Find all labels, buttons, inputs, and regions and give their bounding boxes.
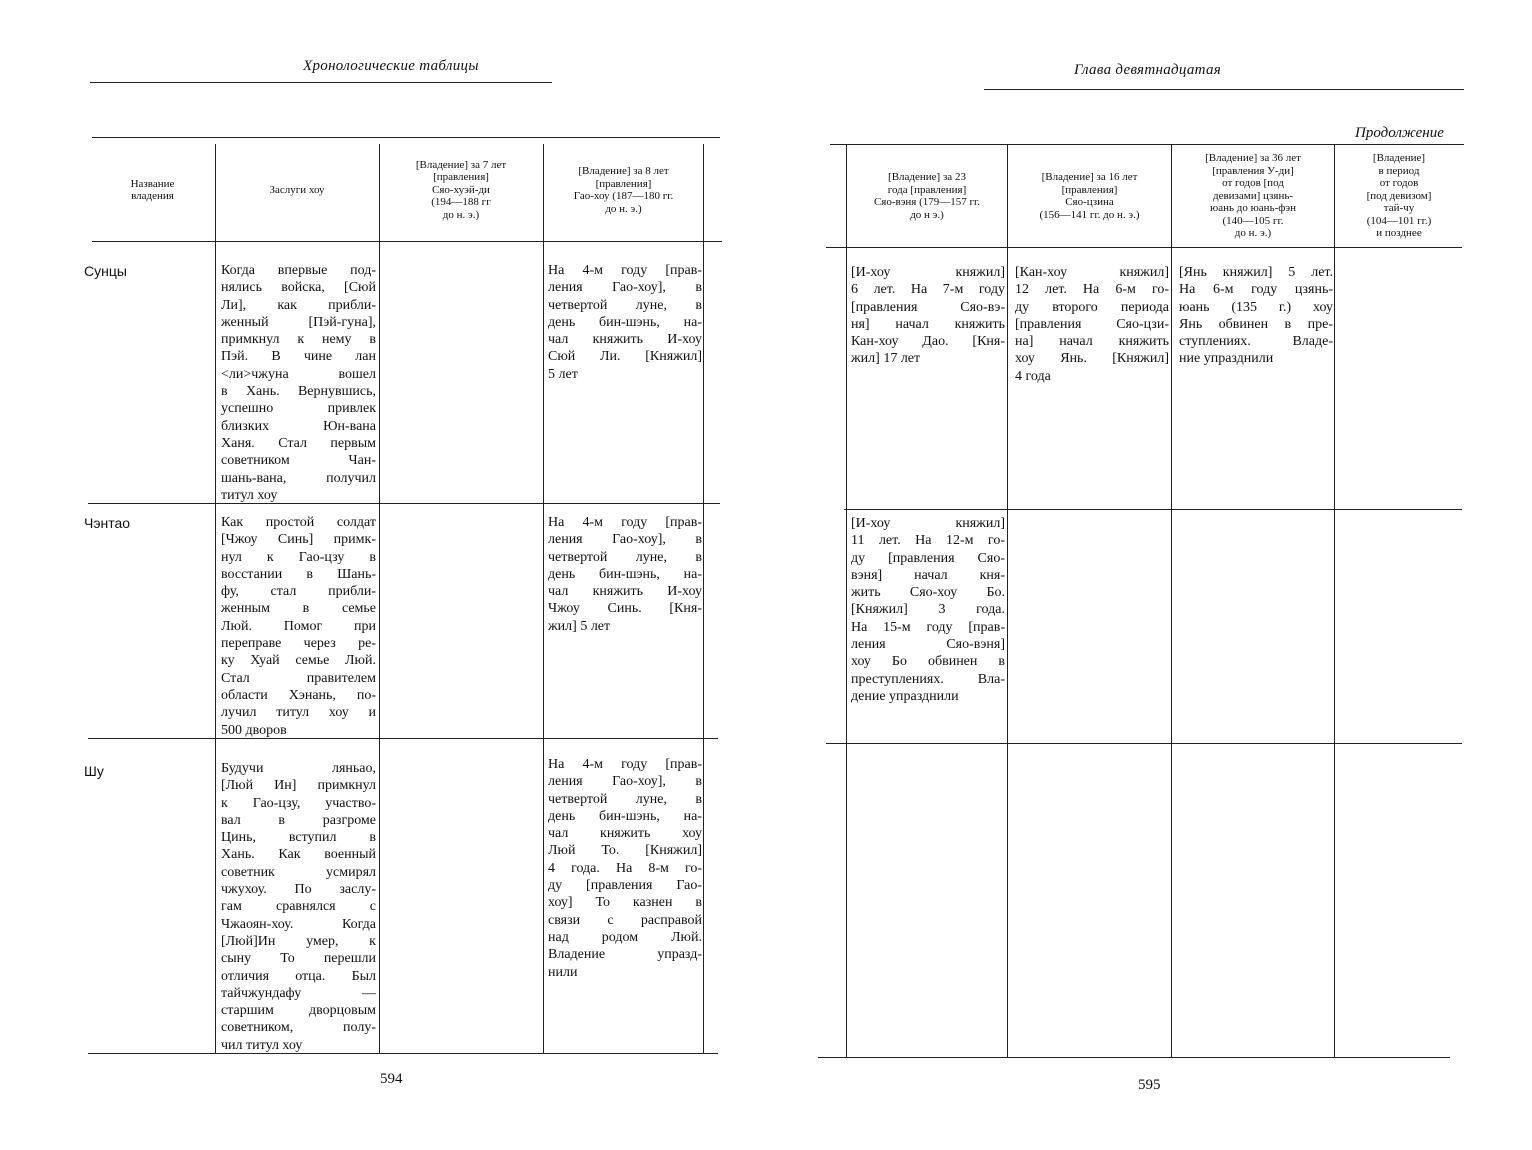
text-line: ступлениях. Владе- (1179, 334, 1333, 350)
text-line: Янь обвинен в пре- (1179, 316, 1333, 332)
running-head-rule-right (984, 89, 1464, 90)
text-line: 11 лет. На 12-м го- (851, 533, 1005, 549)
header-16-years: [Владение] за 16 лет [правления] Сяо-цзина (156—141 гг. до н. э.) (1039, 171, 1140, 221)
reign-36-cell-1 (1179, 264, 1333, 368)
text-line: ние упразднили (1179, 351, 1274, 367)
reign-23-cell-1 (851, 264, 1005, 368)
reign-8-cell-2 (548, 514, 702, 635)
col-rule-3-right (1171, 144, 1172, 1057)
running-head-rule-left (90, 82, 552, 83)
text-line: Хань. Как военный (221, 847, 376, 863)
merits-cell-3 (221, 760, 376, 1054)
text-line: связи с расправой (548, 912, 702, 928)
text-line: хоу Янь. [Княжил] (1015, 351, 1169, 367)
text-line: [правления Сяо-цзи- (1015, 316, 1169, 332)
col-rule-3-left (543, 144, 544, 1053)
row-name-2: Чэнтао (84, 515, 131, 531)
text-line: ду [правления Сяо- (851, 550, 1005, 566)
header-taichu: [Владение] в период от годов [под девизом] тай-чу (104—101 гг.) и позднее (1366, 152, 1432, 240)
row-rule-1-right (844, 509, 1462, 510)
text-line: Цинь, вступил в (221, 830, 376, 846)
text-line: старшим дворцовым (221, 1003, 376, 1019)
text-line: хоу Бо обвинен в (851, 654, 1005, 670)
text-line: [Люй Ин] примкнул (221, 778, 376, 794)
text-line: нили (548, 964, 578, 980)
text-line: ку Хуай семье Люй. (221, 653, 376, 669)
row-name-1: Сунцы (84, 263, 127, 279)
text-line: На 4-м году [прав- (548, 515, 702, 530)
text-line: [Княжил] 3 года. (851, 602, 1005, 618)
text-line: чжухоу. По заслу- (221, 882, 376, 898)
merits-cell-1 (221, 262, 376, 504)
text-line: ду второго периода (1015, 299, 1169, 315)
header-8-years: [Владение] за 8 лет [правления] Гао-хоу (187—180 гг. до н. э.) (573, 165, 674, 215)
header-7-years: [Владение] за 7 лет [правления] Сяо-хуэй-ди (194—188 гг до н. э.) (415, 158, 507, 221)
text-line: вэня] начал кня- (851, 567, 1005, 583)
text-line: Как простой солдат (221, 515, 376, 530)
row-rule-1-left (88, 503, 720, 504)
text-line: переправе через ре- (221, 636, 376, 652)
text-line: Пэй. В чине лан (221, 349, 376, 365)
text-line: примкнул к нему в (221, 332, 376, 348)
text-line: нялись войска, [Сюй (221, 280, 376, 296)
header-bottom-rule-right (826, 247, 1462, 248)
text-line: лучил титул хоу и (221, 705, 376, 721)
text-line: день бин-шэнь, на- (548, 566, 702, 582)
reign-16-cell-1 (1015, 264, 1169, 385)
text-line: советником Чан- (221, 453, 376, 469)
text-line: На 4-м году [прав- (548, 263, 702, 278)
text-line: отличия отца. Был (221, 968, 376, 984)
page-number-left: 594 (380, 1071, 403, 1087)
text-line: преступлениях. Вла- (851, 671, 1005, 687)
text-line: титул хоу (221, 487, 278, 503)
text-line: женным в семье (221, 601, 376, 617)
text-line: [Чжоу Синь] примк- (221, 532, 376, 548)
text-line: нул к Гао-цзу в (221, 549, 376, 565)
text-line: На 4-м году [прав- (548, 757, 702, 772)
table-top-rule-left (92, 137, 720, 138)
col-rule-4-left (703, 144, 704, 1053)
text-line: день бин-шэнь, на- (548, 314, 702, 330)
text-line: советником, полу- (221, 1020, 376, 1036)
text-line: фу, стал прибли- (221, 584, 376, 600)
text-line: к Гао-цзу, участво- (221, 795, 376, 811)
text-line: Когда впервые под- (221, 263, 376, 278)
text-line: тайчжундафу — (221, 985, 376, 1001)
text-line: жить Сяо-хоу Бо. (851, 585, 1005, 601)
text-line: Ханя. Стал первым (221, 435, 376, 451)
header-23-years: [Владение] за 23 года [правления] Сяо-вэня (179—157 гг. до н э.) (873, 171, 981, 221)
text-line: области Хэнань, по- (221, 687, 376, 703)
text-line: жил] 5 лет (548, 618, 611, 634)
col-rule-2-left (379, 144, 380, 1053)
col-rule-1-left (215, 144, 216, 1053)
page-number-right: 595 (1138, 1077, 1161, 1093)
text-line: восстании в Шань- (221, 566, 376, 582)
text-line: чал княжить И-хоу (548, 332, 702, 348)
text-line: 4 года (1015, 368, 1051, 384)
text-line: Чжоу Синь. [Кня- (548, 601, 702, 617)
text-line: четвертой луне, в (548, 791, 702, 807)
text-line: хоу] То казнен в (548, 895, 702, 911)
text-line: близких Юн-вана (221, 418, 376, 434)
text-line: чал княжить хоу (548, 826, 702, 842)
text-line: [И-хоу княжил] (851, 265, 1005, 280)
text-line: 500 дворов (221, 722, 287, 738)
text-line: шань-вана, получил (221, 470, 376, 486)
text-line: Ли], как прибли- (221, 297, 376, 313)
text-line: Чжаоян-хоу. Когда (221, 916, 376, 932)
running-head-right: Глава девятнадцатая (1074, 62, 1222, 78)
text-line: [правления Сяо-вэ- (851, 299, 1005, 315)
text-line: 4 года. На 8-м го- (548, 860, 702, 876)
text-line: дение упразднили (851, 688, 959, 704)
text-line: Стал правителем (221, 670, 376, 686)
text-line: успешно привлек (221, 401, 376, 417)
text-line: ления Гао-хоу], в (548, 280, 702, 296)
text-line: четвертой луне, в (548, 297, 702, 313)
running-head-left: Хронологические таблицы (303, 58, 479, 74)
text-line: женный [Пэй-гуна], (221, 314, 376, 330)
merits-cell-2 (221, 514, 376, 739)
text-line: ления Гао-хоу], в (548, 532, 702, 548)
text-line: 6 лет. На 7-м году (851, 282, 1005, 298)
text-line: На 15-м году [прав- (851, 619, 1005, 635)
row-rule-2-left (88, 738, 718, 739)
right-page (766, 0, 1532, 1150)
text-line: <ли>чжуна вошел (221, 366, 376, 382)
text-line: 12 лет. На 6-м го- (1015, 282, 1169, 298)
text-line: Сюй Ли. [Княжил] (548, 349, 702, 365)
text-line: [Люй]Ин умер, к (221, 933, 376, 949)
text-line: На 6-м году цзянь- (1179, 282, 1333, 298)
text-line: 5 лет (548, 366, 578, 382)
reign-8-cell-1 (548, 262, 702, 383)
text-line: четвертой луне, в (548, 549, 702, 565)
text-line: ления Гао-хоу], в (548, 774, 702, 790)
text-line: вал в разгроме (221, 812, 376, 828)
text-line: чал княжить И-хоу (548, 584, 702, 600)
text-line: Будучи ляньао, (221, 761, 376, 776)
table-bottom-rule-left (88, 1053, 718, 1054)
row-rule-2-right (826, 743, 1462, 744)
text-line: советник усмирял (221, 864, 376, 880)
text-line: чил титул хоу (221, 1037, 303, 1053)
text-line: [Кан-хоу княжил] (1015, 265, 1169, 280)
reign-23-cell-2 (851, 515, 1005, 705)
col-rule-2-right (1007, 144, 1008, 1057)
text-line: Люй. Помог при (221, 618, 376, 634)
continuation-label: Продолжение (1355, 125, 1444, 141)
col-rule-1-right (846, 144, 847, 1057)
header-36-years: [Владение] за 36 лет [правления У-ди] от годов [под девизами] цзянь- юань до юань-фэн (140—105 гг. до н. э.) (1205, 152, 1301, 240)
table-top-rule-right (830, 144, 1464, 145)
text-line: Люй То. [Княжил] (548, 843, 702, 859)
text-line: [Янь княжил] 5 лет. (1179, 265, 1333, 280)
text-line: ня] начал княжить (851, 316, 1005, 332)
text-line: Кан-хоу Дао. [Кня- (851, 334, 1005, 350)
col-rule-4-right (1334, 144, 1335, 1057)
reign-8-cell-3 (548, 756, 702, 981)
row-name-3: Шу (84, 763, 104, 779)
text-line: сыну То перешли (221, 951, 376, 967)
text-line: ду [правления Гао- (548, 878, 702, 894)
text-line: гам сравнялся с (221, 899, 376, 915)
header-bottom-rule-left (92, 241, 722, 242)
text-line: день бин-шэнь, на- (548, 808, 702, 824)
table-bottom-rule-right (818, 1057, 1450, 1058)
text-line: на] начал княжить (1015, 334, 1169, 350)
header-name-of-domain: Название владения (130, 177, 175, 202)
text-line: Владение упразд- (548, 947, 702, 963)
text-line: юань (135 г.) хоу (1179, 299, 1333, 315)
text-line: [И-хоу княжил] (851, 516, 1005, 531)
text-line: жил] 17 лет (851, 351, 921, 367)
text-line: в Хань. Вернувшись, (221, 384, 376, 400)
text-line: ления Сяо-вэня] (851, 637, 1005, 653)
header-merits: Заслуги хоу (269, 183, 325, 196)
text-line: над родом Люй. (548, 929, 702, 945)
